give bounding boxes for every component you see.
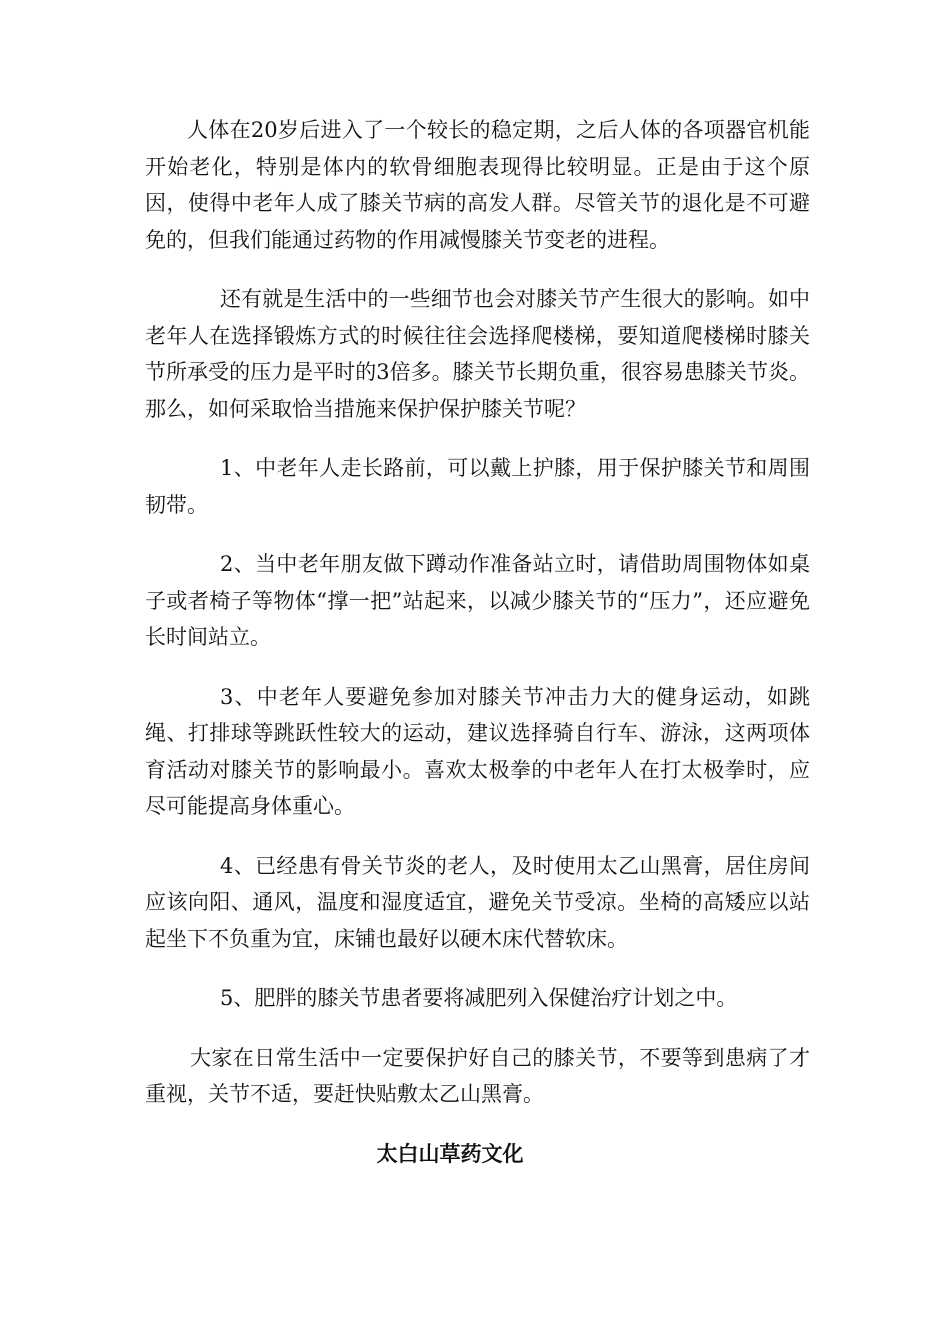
paragraph-tip-5: 5、肥胖的膝关节患者要将减肥列入保健治疗计划之中。 xyxy=(220,986,738,1010)
section-heading: 太白山草药文化 xyxy=(376,1141,524,1166)
paragraph-tip-2: 2、当中老年朋友做下蹲动作准备站立时，请借助周围物体如桌子或者椅子等物体“撑一把”站起来，以减少膝关节的“压力”，还应避免长时间站立。 xyxy=(145,552,810,649)
paragraph-aging-intro: 人体在20岁后进入了一个较长的稳定期，之后人体的各项器官机能开始老化，特别是体内的软骨细胞表现得比较明显。正是由于这个原因，使得中老年人成了膝关节病的高发人群。尽管关节的退化是不可避免的，但我们能通过药物的作用减慢膝关节变老的进程。 xyxy=(145,118,810,252)
document-body xyxy=(145,112,810,1172)
paragraph-conclusion: 大家在日常生活中一定要保护好自己的膝关节，不要等到患病了才重视，关节不适，要赶快贴敷太乙山黑膏。 xyxy=(145,1045,810,1106)
paragraph-tip-3: 3、中老年人要避免参加对膝关节冲击力大的健身运动，如跳绳、打排球等跳跃性较大的运动，建议选择骑自行车、游泳，这两项体育活动对膝关节的影响最小。喜欢太极拳的中老年人在打太极拳时，应尽可能提高身体重心。 xyxy=(145,684,810,818)
paragraph-tip-4: 4、已经患有骨关节炎的老人，及时使用太乙山黑膏，居住房间应该向阳、通风，温度和湿度适宜，避免关节受凉。坐椅的高矮应以站起坐下不负重为宜，床铺也最好以硬木床代替软床。 xyxy=(145,853,810,951)
paragraph-tip-1: 1、中老年人走长路前，可以戴上护膝，用于保护膝关节和周围韧带。 xyxy=(145,456,810,517)
paragraph-daily-details: 还有就是生活中的一些细节也会对膝关节产生很大的影响。如中老年人在选择锻炼方式的时候往往会选择爬楼梯，要知道爬楼梯时膝关节所承受的压力是平时的3倍多。膝关节长期负重，很容易患膝关节炎。那么，如何采取恰当措施来保护保护膝关节呢？ xyxy=(145,287,810,421)
